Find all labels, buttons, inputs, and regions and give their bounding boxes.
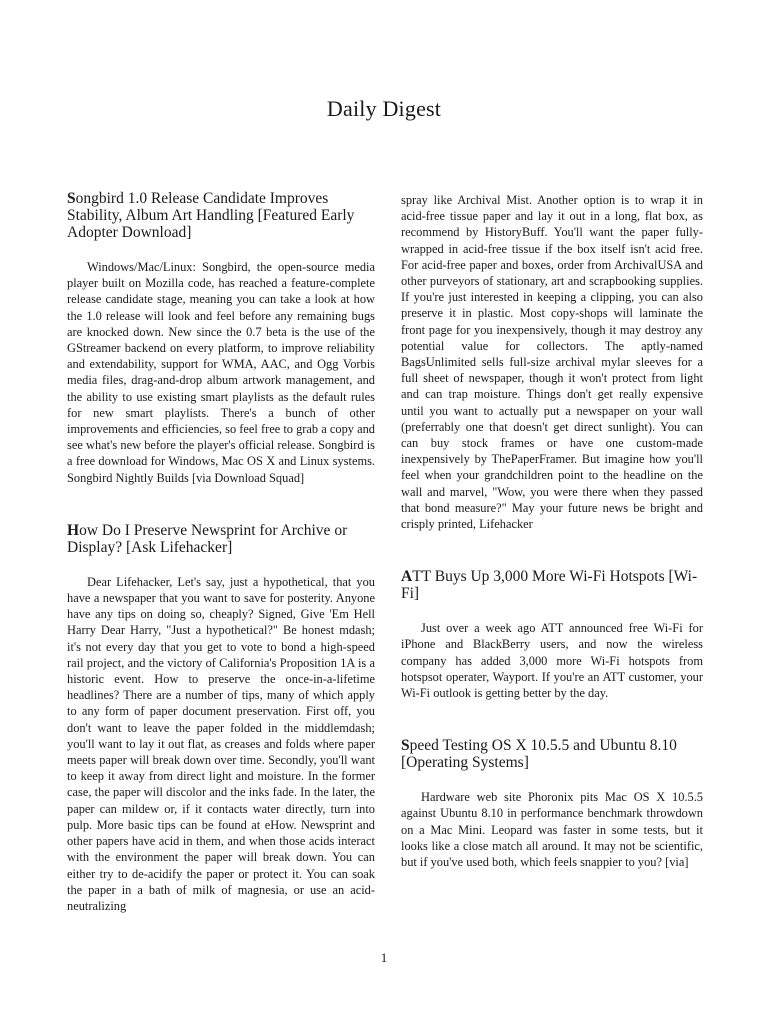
article-heading (401, 568, 703, 602)
page-title: Daily Digest (326, 96, 442, 121)
left-column (67, 190, 375, 950)
heading-text: ongbird 1.0 Release Candidate Improves Stability, Album Art Handling [Featured Early Adopter Download] (67, 190, 355, 241)
right-column (401, 190, 703, 906)
article-body: Windows/Mac/Linux: Songbird, the open-source media player built on Mozilla code, has reached a feature-complete release candidate stage, meaning you can take a look at how the 1.0 release will look and feel before any remaining bugs are knocked down. New since the 0.7 beta is the use of the GStreamer backend on every platform, to improve reliability and extendability, support for WMA, AAC, and Ogg Vorbis media files, drag-and-drop album artwork management, and the ability to use existing smart playlists as the default rules for new smart playlists. There's a bunch of other improvements and efficiencies, so feel free to grab a copy and see what's new before the player's official release. Songbird is a free download for Windows, Mac OS X and Linux systems. Songbird Nightly Builds [via Download Squad] (67, 260, 375, 485)
article-body: Just over a week ago ATT announced free Wi-Fi for iPhone and BlackBerry users, and now the wireless company has added 3,000 more Wi-Fi hotspots from hotspsot operater, Wayport. If you're an ATT customer, your Wi-Fi outlook is getting better by the day. (401, 621, 703, 701)
page-number: 1 (380, 950, 388, 965)
heading-text: TT Buys Up 3,000 More Wi-Fi Hotspots [Wi-Fi] (401, 568, 698, 603)
heading-text: ow Do I Preserve Newsprint for Archive or Display? [Ask Lifehacker] (67, 521, 348, 556)
article-heading (401, 737, 703, 771)
article-heading (67, 522, 375, 556)
article-newsprint (67, 522, 375, 914)
article-speed-testing (401, 737, 703, 870)
article-newsprint-continued (401, 192, 703, 532)
article-att-wifi (401, 568, 703, 701)
article-body: Dear Lifehacker, Let's say, just a hypothetical, that you have a newspaper that you want to save for posterity. Anyone have any tips on doing so, cheaply? Signed, Give 'Em Hell Harry Dear Harry, "Just a hypothetical?" Be honest mdash; it's not every day that you get to vote to bond a high-speed rail project, and the victory of California's Proposition 1A is a historic event. How to preserve the once-in-a-lifetime headlines? There are a number of tips, many of which apply to any form of paper document preservation. First off, you don't want to leave the paper folded in the middlemdash; you'll want to lay it out flat, as creases and folds where paper meets paper will break down over time. Secondly, you'll want to keep it away from direct light and moisture. In the former case, the paper will discolor and the inks fade. In the later, the paper can mildew or, if it contacts water directly, turn into pulp. More basic tips can be found at eHow. Newsprint and other papers have acid in them, and when those acids interact with the environment the paper will break down. You can either try to de-acidify the paper or protect it. You can soak the paper in a bath of milk of magnesia, or use an acid-neutralizing (67, 574, 375, 913)
heading-initial: S (67, 190, 76, 207)
article-heading (67, 190, 375, 241)
article-body: Hardware web site Phoronix pits Mac OS X 10.5.5 against Ubuntu 8.10 in performance benchmark throwdown on a Mac Mini. Leopard was faster in some tests, but it looks like a close match all around. It may not be scientific, but if you've used both, which feels snappier to you? [via] (401, 790, 703, 870)
heading-initial: A (401, 568, 413, 586)
article-body-continued: spray like Archival Mist. Another option is to wrap it in acid-free tissue paper and lay it out in a long, flat box, as recommend by HistoryBuff. You'll want the paper fully-wrapped in acid-free tissue if the box itself isn't acid free. For acid-free paper and boxes, order from ArchivalUSA and other purveyors of stationary, art and scrapbooking supplies. If you're just interested in keeping a clipping, you can also preserve it in plastic. Most copy-shops will laminate the front page for you inexpensively, though it may destroy any potential value for collectors. The aptly-named BagsUnlimited sells full-size archival mylar sleeves for a full sheet of newspaper, though it won't protect from light and can trap moisture. Things don't get really expensive until you want to actually put a newspaper on your wall (preferrably one that doesn't get direct sunlight). You can can buy stock frames or have one custom-made inexpensively by ThePaperFramer. But imagine how you'll feel when your grandchildren point to the headline on the wall and marvel, "Wow, you were there when they passed that bond measure?" May your future news be bright and crisply printed, Lifehacker (401, 193, 703, 532)
heading-text: peed Testing OS X 10.5.5 and Ubuntu 8.10 [Operating Systems] (401, 737, 677, 772)
article-songbird (67, 190, 375, 486)
heading-initial: S (401, 737, 410, 755)
heading-initial: H (67, 521, 80, 539)
